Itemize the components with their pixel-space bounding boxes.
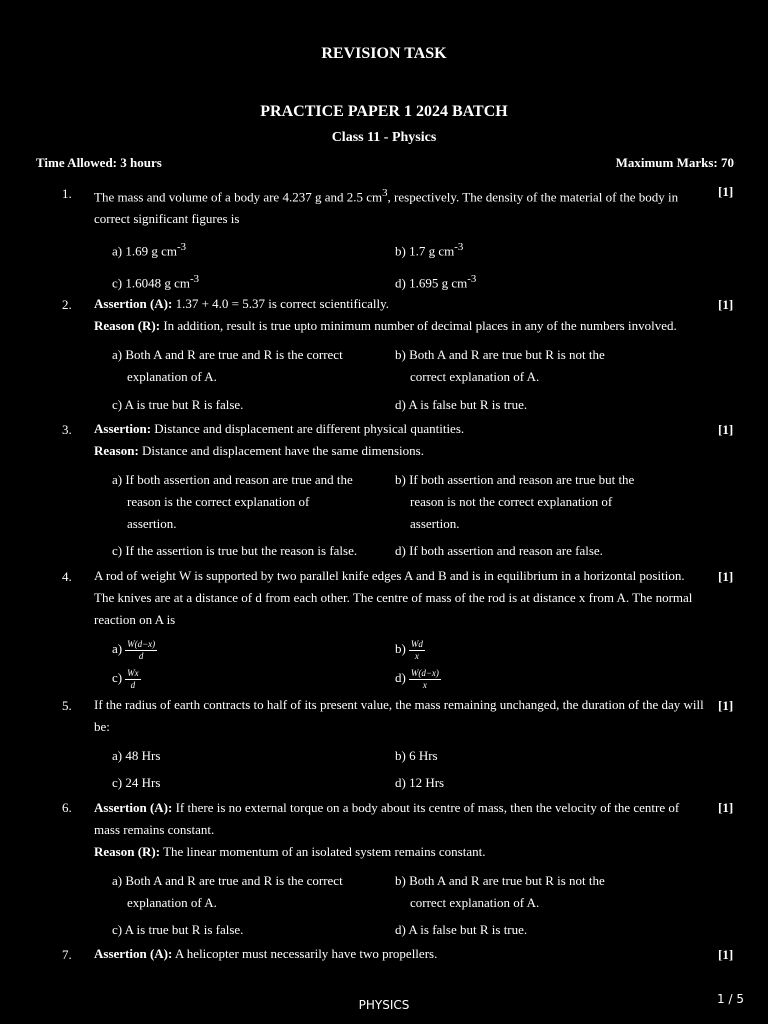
option-line: correct explanation of A. — [410, 895, 540, 910]
option-line: b) If both assertion and reason are true but the — [395, 472, 635, 487]
option-line: reason is the correct explanation of — [127, 494, 310, 509]
question-number: 6. — [62, 800, 72, 815]
question-text — [94, 182, 706, 230]
fraction — [409, 639, 425, 662]
option-line: d) A is false but R is true. — [395, 397, 528, 412]
option-a[interactable] — [112, 236, 372, 262]
option-line: reason is not the correct explanation of — [410, 494, 613, 509]
option-line: explanation of A. — [127, 369, 217, 384]
option-line: c) If the assertion is true but the reason is false. — [112, 543, 358, 558]
option-a[interactable] — [112, 745, 372, 767]
question-text: A rod of weight W is supported by two parallel knife edges A and B and is in equilibrium in a horizontal position. The knives are at a distance of d from each other. The centre of mass of the rod is at distance x from A. The normal reaction on A is — [94, 568, 693, 627]
question-number: 1. — [62, 186, 72, 201]
option-line: d) 12 Hrs — [395, 775, 445, 790]
option-d[interactable] — [395, 919, 655, 941]
option-line: b) Both A and R are true but R is not the — [395, 347, 605, 362]
option-a[interactable] — [112, 469, 387, 535]
revision-title: REVISION TASK — [321, 45, 447, 62]
option-value: 1.7 g cm — [409, 243, 455, 259]
option-line: c) 24 Hrs — [112, 775, 161, 790]
option-label: d) — [395, 670, 406, 685]
fraction-numerator: Wx — [127, 667, 139, 678]
option-b[interactable] — [395, 870, 655, 914]
assertion-body: If there is no external torque on a body about its centre of mass, then the velocity of the centre of mass remains constant. — [94, 800, 680, 837]
fraction — [125, 639, 157, 662]
question-number: 3. — [62, 422, 72, 437]
question-number: 2. — [62, 297, 72, 312]
assertion-text — [94, 293, 706, 315]
reason-body: In addition, result is true upto minimum number of decimal places in any of the numbers involved. — [160, 318, 677, 333]
fraction-numerator: W(d−x) — [127, 638, 156, 649]
option-value: 1.69 g cm — [125, 243, 177, 259]
option-line: a) Both A and R are true and R is the correct — [112, 347, 343, 362]
fraction-denominator: d — [130, 679, 136, 690]
fraction-denominator: x — [414, 650, 419, 661]
question-text-part: , respectively. The density of the material of the body in correct significant figures is — [94, 189, 679, 227]
reason-label: Reason: — [94, 443, 139, 458]
superscript: -3 — [467, 273, 477, 285]
option-line: a) 48 Hrs — [112, 748, 161, 763]
option-value: 1.695 g cm — [409, 275, 468, 291]
reason-text — [94, 440, 706, 462]
option-label: b) — [395, 243, 406, 259]
option-label: c) — [112, 275, 123, 291]
option-c[interactable] — [112, 394, 372, 416]
option-line: d) If both assertion and reason are false. — [395, 543, 603, 558]
option-label: c) — [112, 670, 123, 685]
option-label: a) — [112, 243, 123, 259]
option-c[interactable] — [112, 667, 372, 691]
assertion-label: Assertion: — [94, 421, 152, 436]
reason-label: Reason (R): — [94, 318, 161, 333]
option-line: c) A is true but R is false. — [112, 922, 244, 937]
option-label: d) — [395, 275, 406, 291]
option-label: a) — [112, 641, 123, 656]
option-d[interactable] — [395, 394, 655, 416]
paper-title: PRACTICE PAPER 1 2024 BATCH — [260, 103, 508, 120]
option-label: b) — [395, 641, 406, 656]
assertion-body: Distance and displacement are different physical quantities. — [151, 421, 465, 436]
question-marks: [1] — [718, 569, 734, 584]
assertion-label: Assertion (A): — [94, 296, 173, 311]
option-line: explanation of A. — [127, 895, 217, 910]
superscript: -3 — [190, 273, 200, 285]
question-text-part: The mass and volume of a body are 4.237 g and 2.5 cm — [94, 189, 383, 205]
superscript: -3 — [177, 241, 187, 253]
option-c[interactable] — [112, 919, 372, 941]
question-marks: [1] — [718, 698, 734, 713]
option-line: d) A is false but R is true. — [395, 922, 528, 937]
assertion-body: 1.37 + 4.0 = 5.37 is correct scientifically. — [172, 296, 390, 311]
question-marks: [1] — [718, 422, 734, 437]
question-marks: [1] — [718, 947, 734, 962]
footer-subject: PHYSICS — [358, 998, 410, 1012]
reason-body: Distance and displacement have the same dimensions. — [138, 443, 424, 458]
question-text: If the radius of earth contracts to half of its present value, the mass remaining unchanged, the duration of the day will be: — [94, 697, 704, 734]
option-d[interactable] — [395, 540, 675, 562]
option-line: assertion. — [127, 516, 177, 531]
superscript: 3 — [382, 187, 388, 199]
reason-text — [94, 315, 706, 337]
option-c[interactable] — [112, 540, 392, 562]
page-number: 1 / 5 — [717, 992, 744, 1006]
fraction-denominator: x — [422, 679, 427, 690]
option-b[interactable] — [395, 236, 655, 262]
time-allowed: Time Allowed: 3 hours — [36, 155, 162, 170]
option-b[interactable] — [395, 745, 655, 767]
option-line: b) Both A and R are true but R is not the — [395, 873, 605, 888]
option-b[interactable] — [395, 469, 670, 535]
option-line: c) A is true but R is false. — [112, 397, 244, 412]
fraction-denominator: d — [138, 650, 144, 661]
option-line: b) 6 Hrs — [395, 748, 438, 763]
option-b[interactable] — [395, 638, 655, 662]
superscript: -3 — [454, 241, 464, 253]
assertion-text — [94, 797, 706, 841]
question-number: 4. — [62, 569, 72, 584]
option-line: assertion. — [410, 516, 460, 531]
reason-text — [94, 841, 706, 863]
assertion-text — [94, 943, 706, 965]
option-d[interactable] — [395, 772, 655, 794]
fraction — [409, 668, 441, 691]
fraction-numerator: W(d−x) — [410, 667, 439, 678]
fraction-numerator: Wd — [410, 638, 423, 649]
option-c[interactable] — [112, 772, 372, 794]
maximum-marks: Maximum Marks: 70 — [615, 155, 734, 170]
assertion-label: Assertion (A): — [94, 946, 173, 961]
option-value: 1.6048 g cm — [125, 275, 190, 291]
assertion-body: A helicopter must necessarily have two propellers. — [172, 946, 438, 961]
class-subtitle: Class 11 - Physics — [331, 130, 437, 145]
question-number: 7. — [62, 947, 72, 962]
question-marks: [1] — [718, 184, 734, 199]
option-a[interactable] — [112, 638, 372, 662]
option-d[interactable] — [395, 268, 655, 294]
question-number: 5. — [62, 698, 72, 713]
option-line: a) Both A and R are true and R is the correct — [112, 873, 343, 888]
assertion-text — [94, 418, 706, 440]
option-d[interactable] — [395, 667, 655, 691]
assertion-label: Assertion (A): — [94, 800, 173, 815]
option-c[interactable] — [112, 268, 372, 294]
question-marks: [1] — [718, 800, 734, 815]
question-marks: [1] — [718, 297, 734, 312]
option-line: a) If both assertion and reason are true and the — [112, 472, 353, 487]
fraction — [125, 668, 141, 691]
option-line: correct explanation of A. — [410, 369, 540, 384]
reason-body: The linear momentum of an isolated system remains constant. — [160, 844, 486, 859]
option-a[interactable] — [112, 870, 372, 914]
option-a[interactable] — [112, 344, 372, 388]
option-b[interactable] — [395, 344, 655, 388]
reason-label: Reason (R): — [94, 844, 161, 859]
